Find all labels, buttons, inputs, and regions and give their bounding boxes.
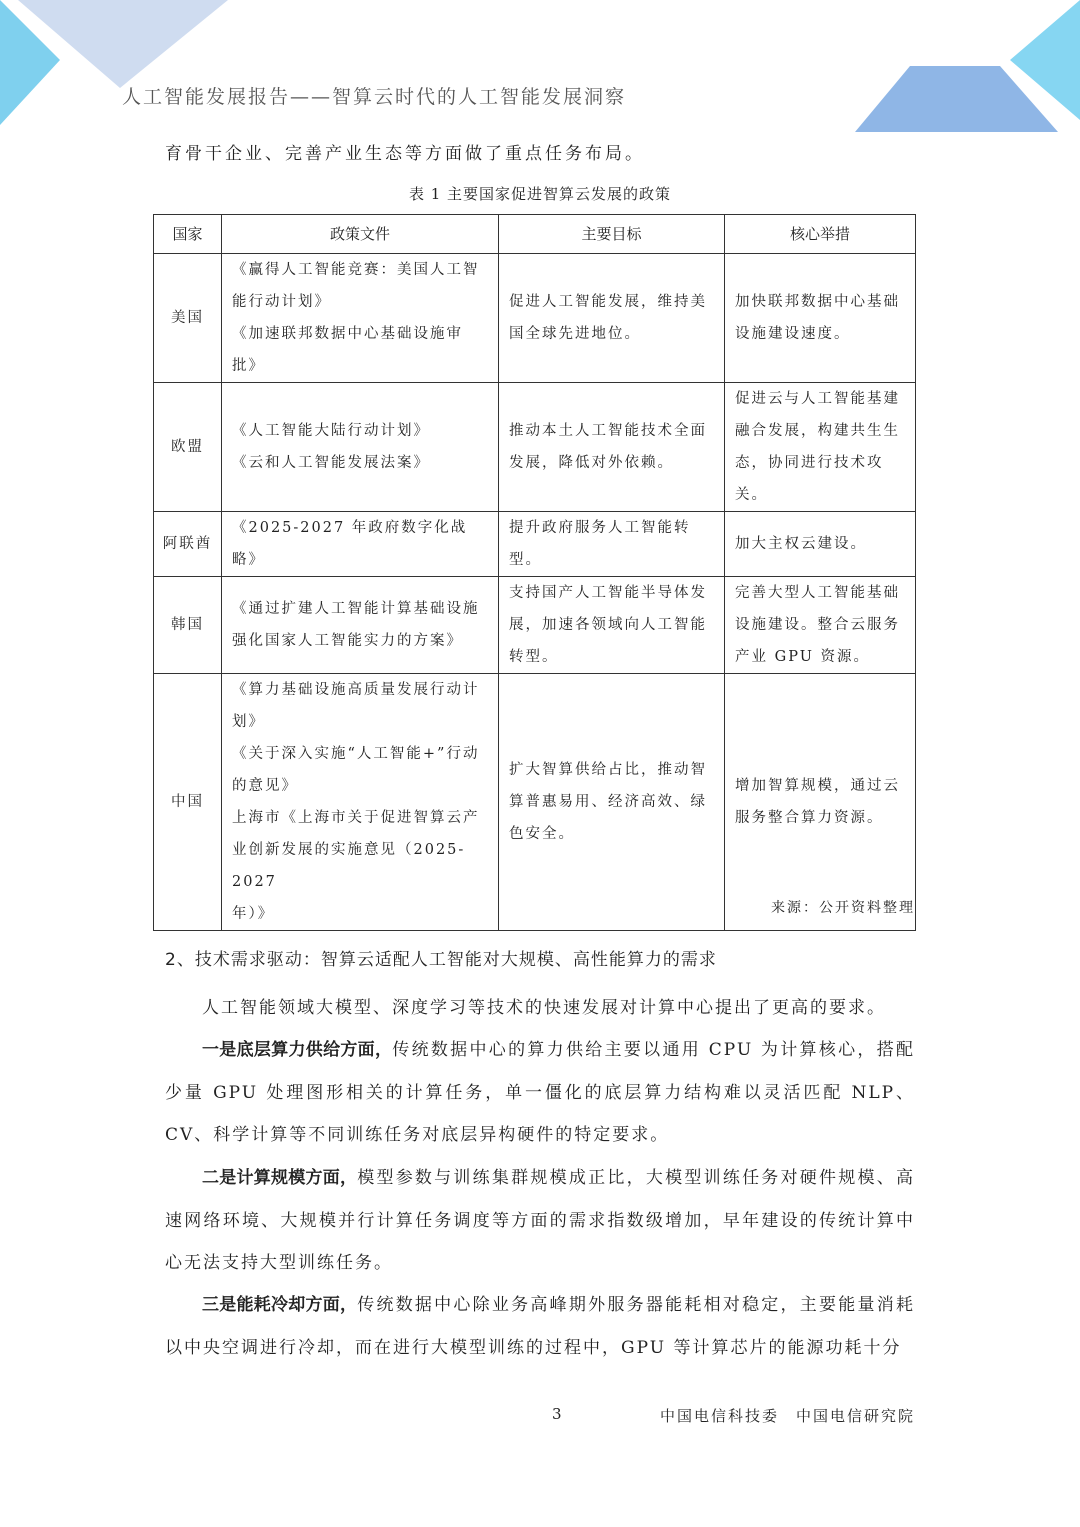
cell-line: 《关于深入实施“人工智能+”行动 — [232, 746, 480, 762]
cell-line: 上海市《上海市关于促进智算云产 — [232, 810, 480, 826]
page-number: 3 — [552, 1405, 562, 1423]
cell-line: 国全球先进地位。 — [509, 326, 641, 342]
cell-line: 设施建设。整合云服务 — [735, 617, 900, 633]
table-row — [154, 254, 916, 383]
cell-line: 设施建设速度。 — [735, 326, 851, 342]
cell-documents — [222, 577, 499, 674]
point-lead: 二是计算规模方面， — [202, 1168, 358, 1188]
cell-line: 算普惠易用、经济高效、绿 — [509, 794, 707, 810]
section-intro: 人工智能领域大模型、深度学习等技术的快速发展对计算中心提出了更高的要求。 — [202, 998, 886, 1018]
point-lead: 一是底层算力供给方面， — [202, 1040, 393, 1060]
cell-line: 《人工智能大陆行动计划》 — [232, 423, 430, 439]
cell-line: 展，加速各领域向人工智能 — [509, 617, 707, 633]
policy-table — [153, 214, 916, 931]
cell-line: 《通过扩建人工智能计算基础设施 — [232, 601, 480, 617]
cell-line: 增加智算规模，通过云 — [735, 778, 900, 794]
cell-line: 态，协同进行技术攻 — [735, 455, 884, 471]
point-paragraph — [165, 1284, 915, 1369]
table-row — [154, 674, 916, 931]
cell-documents — [222, 512, 499, 577]
cell-country: 韩国 — [154, 577, 222, 674]
cell-goals — [499, 674, 725, 931]
lead-text: 育骨干企业、完善产业生态等方面做了重点任务布局。 — [165, 144, 645, 164]
deco-right-trapezoid — [855, 66, 1058, 132]
cell-country: 阿联酋 — [154, 512, 222, 577]
header-decoration — [0, 0, 1080, 140]
cell-line: 《加速联邦数据中心基础设施审 — [232, 326, 463, 342]
cell-documents — [222, 674, 499, 931]
cell-measures — [725, 577, 916, 674]
cell-line: 服务整合算力资源。 — [735, 810, 884, 826]
cell-line: 推动本土人工智能技术全面 — [509, 423, 707, 439]
cell-line: 《赢得人工智能竞赛：美国人工智 — [232, 262, 480, 278]
cell-country: 美国 — [154, 254, 222, 383]
cell-line: 关。 — [735, 487, 768, 503]
cell-goals — [499, 512, 725, 577]
cell-line: 色安全。 — [509, 826, 575, 842]
point-lead: 三是能耗冷却方面， — [202, 1295, 358, 1315]
cell-line: 强化国家人工智能实力的方案》 — [232, 633, 463, 649]
cell-goals — [499, 254, 725, 383]
section-heading: 2、技术需求驱动：智算云适配人工智能对大规模、高性能算力的需求 — [165, 950, 717, 970]
running-header: 人工智能发展报告——智算云时代的人工智能发展洞察 — [122, 86, 627, 108]
footer-organization: 中国电信科技委 中国电信研究院 — [659, 1407, 915, 1425]
table-row — [154, 383, 916, 512]
cell-goals — [499, 383, 725, 512]
cell-line: 年）》 — [232, 906, 275, 922]
cell-documents — [222, 254, 499, 383]
point-text: 传统数据中心除业务高峰期外服务器能耗相对稳定，主要能量消耗以中央空调进行冷却，而在进行大模型训练的过程中，GPU 等计算芯片的能源功耗十分 — [165, 1295, 916, 1358]
cell-line: 划》 — [232, 714, 265, 730]
cell-line: 促进云与人工智能基建 — [735, 391, 900, 407]
cell-line: 支持国产人工智能半导体发 — [509, 585, 707, 601]
cell-line: 促进人工智能发展，维持美 — [509, 294, 707, 310]
table-source: 来源：公开资料整理 — [771, 900, 915, 916]
cell-goals — [499, 577, 725, 674]
cell-line: 《算力基础设施高质量发展行动计 — [232, 682, 480, 698]
cell-measures — [725, 512, 916, 577]
cell-line: 能行动计划》 — [232, 294, 331, 310]
header-country: 国家 — [154, 215, 222, 254]
cell-line: 扩大智算供给占比，推动智 — [509, 762, 707, 778]
cell-line: 加快联邦数据中心基础 — [735, 294, 900, 310]
point-text: 模型参数与训练集群规模成正比，大模型训练任务对硬件规模、高速网络环境、大规模并行计算任务调度等方面的需求指数级增加，早年建设的传统计算中心无法支持大型训练任务。 — [165, 1168, 916, 1273]
header-measures: 核心举措 — [725, 215, 916, 254]
table-row — [154, 577, 916, 674]
deco-left-triangle — [18, 0, 228, 88]
table-row — [154, 512, 916, 577]
cell-line: 《2025-2027 年政府数字化战略》 — [232, 520, 468, 568]
cell-line: 的意见》 — [232, 778, 298, 794]
cell-line: 发展，降低对外依赖。 — [509, 455, 674, 471]
cell-measures — [725, 674, 916, 931]
cell-country: 欧盟 — [154, 383, 222, 512]
cell-line: 提升政府服务人工智能转 — [509, 520, 691, 536]
cell-line: 业创新发展的实施意见（2025-2027 — [232, 842, 466, 890]
point-text: 传统数据中心的算力供给主要以通用 CPU 为计算核心，搭配少量 GPU 处理图形相关的计算任务，单一僵化的底层算力结构难以灵活匹配 NLP、CV、科学计算等不同训练任务对底层异构硬件的特定要求。 — [165, 1040, 916, 1145]
cell-documents — [222, 383, 499, 512]
cell-line: 型。 — [509, 552, 542, 568]
cell-line: 融合发展，构建共生生 — [735, 423, 900, 439]
cell-measures — [725, 383, 916, 512]
cell-line: 加大主权云建设。 — [735, 536, 867, 552]
cell-country: 中国 — [154, 674, 222, 931]
cell-line: 完善大型人工智能基础 — [735, 585, 900, 601]
table-header-row — [154, 215, 916, 254]
cell-measures — [725, 254, 916, 383]
cell-line: 转型。 — [509, 649, 559, 665]
point-paragraph — [165, 1029, 915, 1157]
cell-line: 《云和人工智能发展法案》 — [232, 455, 430, 471]
table-caption: 表 1 主要国家促进智算云发展的政策 — [408, 185, 672, 203]
cell-line: 产业 GPU 资源。 — [735, 649, 871, 665]
point-paragraph — [165, 1157, 915, 1285]
header-documents: 政策文件 — [222, 215, 499, 254]
header-goals: 主要目标 — [499, 215, 725, 254]
cell-line: 批》 — [232, 358, 265, 374]
